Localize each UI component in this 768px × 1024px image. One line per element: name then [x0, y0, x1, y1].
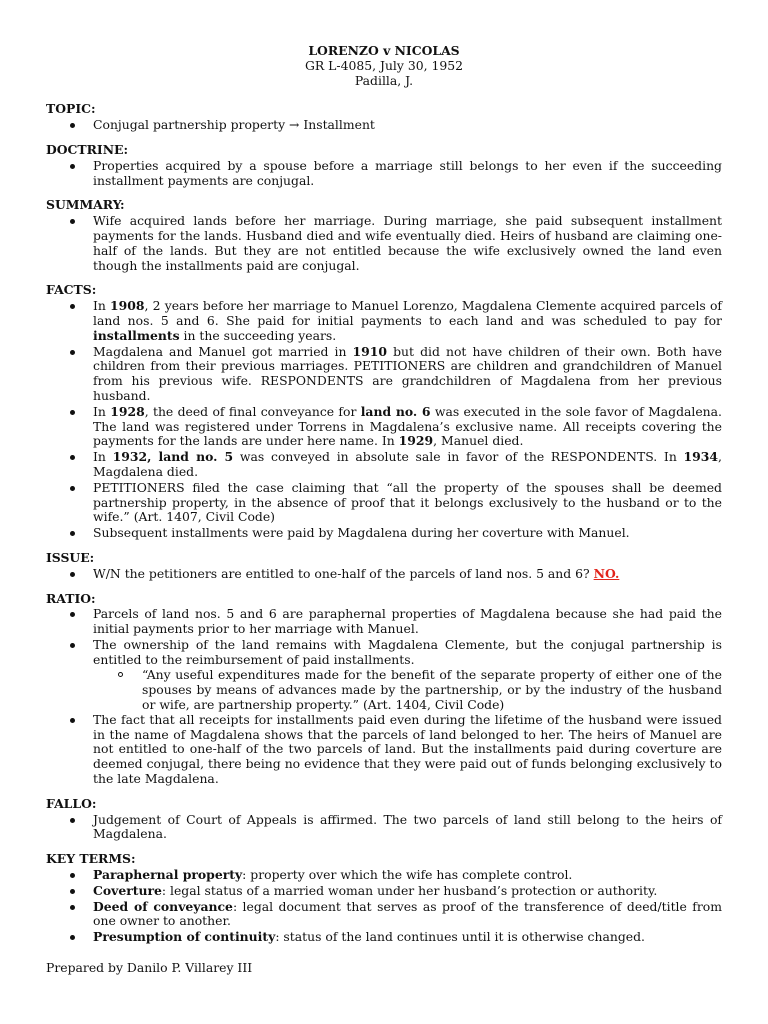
summary-heading: SUMMARY: [46, 197, 125, 213]
issue-answer: NO. [593, 565, 620, 581]
key-term-item: Presumption of continuity: status of the land continues until it is otherwise changed. [46, 930, 722, 945]
prepared-by: Prepared by Danilo P. Villarey III [46, 960, 253, 976]
bullet-icon [70, 531, 75, 536]
fact-item: PETITIONERS filed the case claiming that “all the property of the spouses shall be deemed partnership property, in the absence of proof that it belongs exclusively to the husband or to the wife.” (Art. 1407, Civil Code) [46, 481, 722, 525]
facts-heading: FACTS: [46, 282, 97, 298]
bullet-icon [70, 410, 75, 415]
key-term-item: Paraphernal property: property over which the wife has complete control. [46, 868, 722, 883]
bullet-icon [70, 818, 75, 823]
fact-item: In 1932, land no. 5 was conveyed in absolute sale in favor of the RESPONDENTS. In 1934, Magdalena died. [46, 450, 722, 480]
summary-section [46, 198, 722, 273]
bullet-icon [70, 304, 75, 309]
key-term-item: Deed of conveyance: legal document that serves as proof of the transference of deed/title from one owner to another. [46, 900, 722, 930]
doctrine-section [46, 143, 722, 188]
fact-item: Subsequent installments were paid by Magdalena during her coverture with Manuel. [46, 526, 722, 541]
bullet-icon [70, 873, 75, 878]
ratio-item: Parcels of land nos. 5 and 6 are paraphernal properties of Magdalena because she had paid the initial payments prior to her marriage with Manuel. [46, 607, 722, 637]
issue-item: W/N the petitioners are entitled to one-half of the parcels of land nos. 5 and 6? NO. [46, 567, 722, 582]
bullet-icon [70, 643, 75, 648]
ponente: Padilla, J. [354, 72, 414, 88]
doctrine-heading: DOCTRINE: [46, 141, 129, 157]
case-digest-page [46, 44, 722, 976]
issue-section [46, 551, 722, 582]
bullet-icon [70, 718, 75, 723]
list-item: Wife acquired lands before her marriage. During marriage, she paid subsequent installment payments for the lands. Husband died and wife eventually died. Heirs of husband are claiming one-half of the lands. But they are not entitled because the wife exclusively owned the land even though the installments paid are conjugal. [46, 214, 722, 273]
facts-section [46, 283, 722, 541]
case-number: GR L-4085, July 30, 1952 [304, 57, 464, 73]
bullet-icon [70, 889, 75, 894]
bullet-icon [70, 123, 75, 128]
ratio-item: The fact that all receipts for installments paid even during the lifetime of the husband were issued in the name of Magdalena shows that the parcels of land belonged to her. The heirs of Manuel are not entitled to one-half of the two parcels of land. But the installments paid during coverture are deemed conjugal, there being no evidence that they were paid out of funds belonging exclusively to the late Magdalena. [46, 713, 722, 787]
fallo-section [46, 797, 722, 842]
fact-item: Magdalena and Manuel got married in 1910 but did not have children of their own. Both have children from their previous marriages. PETITIONERS are children and grandchildren of Manuel from his previous wife. RESPONDENTS are grandchildren of Magdalena from her previous husband. [46, 345, 722, 404]
fact-item: In 1908, 2 years before her marriage to Manuel Lorenzo, Magdalena Clemente acquired parcels of land nos. 5 and 6. She paid for initial payments to each land and was scheduled to pay for installments in the succeeding years. [46, 299, 722, 343]
bullet-icon [70, 612, 75, 617]
fallo-heading: FALLO: [46, 795, 97, 811]
bullet-icon [70, 164, 75, 169]
hollow-bullet-icon [118, 672, 123, 677]
bullet-icon [70, 455, 75, 460]
topic-heading: TOPIC: [46, 101, 96, 117]
key-terms-heading: KEY TERMS: [46, 851, 136, 867]
list-item: Conjugal partnership property → Installment [46, 118, 722, 133]
ratio-heading: RATIO: [46, 590, 96, 606]
bullet-icon [70, 219, 75, 224]
bullet-icon [70, 486, 75, 491]
bullet-icon [70, 935, 75, 940]
ratio-subitem: “Any useful expenditures made for the benefit of the separate property of either one of the spouses by means of advances made by the partnership, or by the industry of the husband or wife, are partnership property.” (Art. 1404, Civil Code) [46, 668, 722, 712]
ratio-item: The ownership of the land remains with Magdalena Clemente, but the conjugal partnership is entitled to the reimbursement of paid installments. [46, 638, 722, 668]
fact-item: In 1928, the deed of final conveyance for land no. 6 was executed in the sole favor of Magdalena. The land was registered under Torrens in Magdalena’s exclusive name. All receipts covering the payments for the lands are under here name. In 1929, Manuel died. [46, 405, 722, 449]
list-item: Properties acquired by a spouse before a marriage still belongs to her even if the succeeding installment payments are conjugal. [46, 159, 722, 189]
case-header [46, 44, 722, 88]
key-term-item: Coverture: legal status of a married woman under her husband’s protection or authority. [46, 884, 722, 899]
issue-heading: ISSUE: [46, 549, 95, 565]
bullet-icon [70, 350, 75, 355]
bullet-icon [70, 572, 75, 577]
bullet-icon [70, 905, 75, 910]
list-item: Judgement of Court of Appeals is affirmed. The two parcels of land still belong to the heirs of Magdalena. [46, 813, 722, 843]
key-terms-section [46, 852, 722, 945]
topic-section [46, 102, 722, 133]
ratio-section [46, 592, 722, 787]
case-title: LORENZO v NICOLAS [308, 43, 460, 58]
